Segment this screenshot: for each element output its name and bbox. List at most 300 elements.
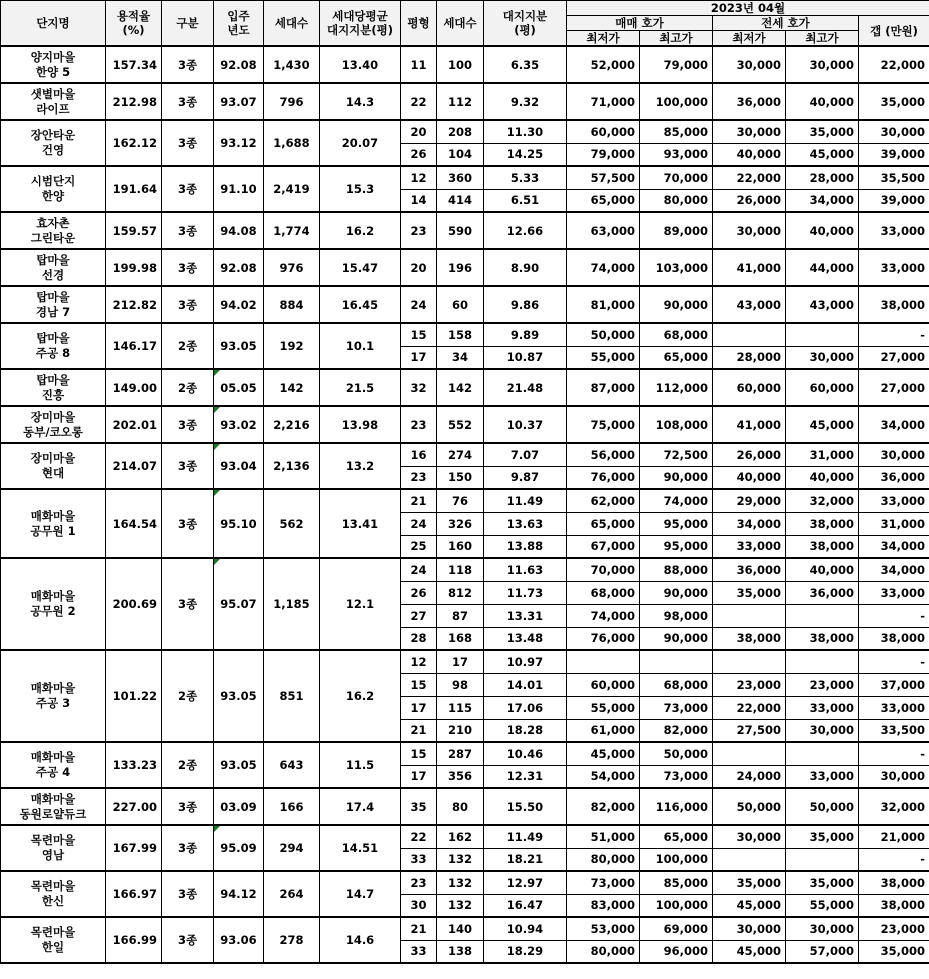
unit-households: 142 [437,369,484,406]
floor-area-ratio: 149.00 [106,369,162,406]
gap: 22,000 [859,46,929,83]
unit-households: 80 [437,788,484,825]
gap: 35,000 [859,940,929,963]
land-share: 10.97 [484,650,567,673]
avg-land-share: 14.6 [320,917,401,963]
gap: - [859,323,929,346]
sale-max: 65,000 [640,825,713,848]
sale-min: 54,000 [567,765,640,788]
unit-households: 160 [437,535,484,558]
jeonse-max [786,323,859,346]
gap: 38,000 [859,286,929,323]
move-in-year: 94.08 [214,212,264,249]
land-share: 14.01 [484,673,567,696]
pyeong: 25 [401,535,437,558]
header-land-share: 대지지분 (평) [484,1,567,47]
sale-max: 116,000 [640,788,713,825]
jeonse-max: 30,000 [786,46,859,83]
table-header [1,1,929,47]
header-sale-max: 최고가 [640,31,713,47]
avg-land-share: 12.1 [320,558,401,650]
jeonse-min: 22,000 [713,696,786,719]
jeonse-max: 44,000 [786,249,859,286]
gap: 30,000 [859,120,929,143]
sale-min: 60,000 [567,673,640,696]
land-share: 12.97 [484,871,567,894]
gap: 33,000 [859,696,929,719]
jeonse-min: 41,000 [713,249,786,286]
floor-area-ratio: 227.00 [106,788,162,825]
header-period: 2023년 04월 [567,1,929,16]
jeonse-min: 60,000 [713,369,786,406]
table-row [1,871,929,894]
jeonse-max: 60,000 [786,369,859,406]
pyeong: 15 [401,673,437,696]
zone-type: 3종 [162,120,214,166]
floor-area-ratio: 212.98 [106,83,162,120]
land-share: 8.90 [484,249,567,286]
sale-min: 75,000 [567,406,640,443]
sale-max: 96,000 [640,940,713,963]
unit-households: 287 [437,742,484,765]
jeonse-max: 40,000 [786,83,859,120]
gap: 27,000 [859,346,929,369]
jeonse-min: 27,500 [713,719,786,742]
unit-households: 150 [437,466,484,489]
jeonse-max: 30,000 [786,719,859,742]
pyeong: 23 [401,466,437,489]
gap: 33,000 [859,212,929,249]
pyeong: 17 [401,346,437,369]
sale-min: 45,000 [567,742,640,765]
jeonse-min: 40,000 [713,466,786,489]
gap: 37,000 [859,673,929,696]
sale-min: 62,000 [567,489,640,512]
total-households: 796 [264,83,320,120]
sale-max: 79,000 [640,46,713,83]
land-share: 10.94 [484,917,567,940]
sale-min: 65,000 [567,512,640,535]
jeonse-min: 36,000 [713,83,786,120]
sale-min: 51,000 [567,825,640,848]
jeonse-max [786,650,859,673]
unit-households: 115 [437,696,484,719]
unit-households: 168 [437,627,484,650]
header-year: 입주 년도 [214,1,264,47]
gap: 34,000 [859,558,929,581]
pyeong: 21 [401,917,437,940]
land-share: 11.73 [484,581,567,604]
sale-min: 53,000 [567,917,640,940]
move-in-year: 03.09 [214,788,264,825]
land-share: 13.48 [484,627,567,650]
move-in-year: 93.04 [214,443,264,489]
avg-land-share: 17.4 [320,788,401,825]
floor-area-ratio: 157.34 [106,46,162,83]
move-in-year: 93.05 [214,650,264,742]
unit-households: 140 [437,917,484,940]
total-households: 192 [264,323,320,369]
complex-name: 탑마을 경남 7 [1,286,106,323]
jeonse-min: 35,000 [713,871,786,894]
unit-households: 34 [437,346,484,369]
jeonse-min [713,323,786,346]
table-row [1,46,929,83]
gap: 31,000 [859,512,929,535]
sale-max: 90,000 [640,286,713,323]
floor-area-ratio: 199.98 [106,249,162,286]
sale-min: 55,000 [567,696,640,719]
unit-households: 274 [437,443,484,466]
unit-households: 210 [437,719,484,742]
sale-min: 79,000 [567,143,640,166]
land-share: 9.89 [484,323,567,346]
sale-max: 73,000 [640,696,713,719]
complex-name: 탑마을 선경 [1,249,106,286]
avg-land-share: 14.7 [320,871,401,917]
sale-max: 108,000 [640,406,713,443]
sale-max: 70,000 [640,166,713,189]
table-row [1,443,929,466]
unit-households: 326 [437,512,484,535]
gap: 35,500 [859,166,929,189]
gap: 33,000 [859,581,929,604]
unit-households: 590 [437,212,484,249]
pyeong: 33 [401,848,437,871]
pyeong: 35 [401,788,437,825]
jeonse-max: 50,000 [786,788,859,825]
zone-type: 3종 [162,825,214,871]
floor-area-ratio: 214.07 [106,443,162,489]
table-row [1,917,929,940]
sale-min: 57,500 [567,166,640,189]
jeonse-min: 30,000 [713,825,786,848]
move-in-year: 93.12 [214,120,264,166]
avg-land-share: 13.98 [320,406,401,443]
sale-max: 69,000 [640,917,713,940]
jeonse-max: 38,000 [786,535,859,558]
jeonse-max: 43,000 [786,286,859,323]
land-share: 17.06 [484,696,567,719]
land-share: 7.07 [484,443,567,466]
jeonse-min: 24,000 [713,765,786,788]
gap: 21,000 [859,825,929,848]
unit-households: 118 [437,558,484,581]
pyeong: 21 [401,489,437,512]
unit-households: 87 [437,604,484,627]
sale-min: 55,000 [567,346,640,369]
sale-min: 65,000 [567,189,640,212]
header-far: 용적율 (%) [106,1,162,47]
table-row [1,212,929,249]
jeonse-min [713,604,786,627]
move-in-year: 93.05 [214,323,264,369]
move-in-year: 94.02 [214,286,264,323]
jeonse-min: 50,000 [713,788,786,825]
table-row [1,489,929,512]
sale-max: 85,000 [640,120,713,143]
unit-households: 138 [437,940,484,963]
sale-max: 73,000 [640,765,713,788]
gap: 23,000 [859,917,929,940]
avg-land-share: 14.51 [320,825,401,871]
pyeong: 22 [401,83,437,120]
complex-name: 효자촌 그린타운 [1,212,106,249]
complex-name: 매화마을 주공 4 [1,742,106,788]
zone-type: 2종 [162,742,214,788]
jeonse-max: 23,000 [786,673,859,696]
gap: 34,000 [859,406,929,443]
zone-type: 3종 [162,917,214,963]
land-share: 10.87 [484,346,567,369]
land-share: 9.87 [484,466,567,489]
sale-max: 74,000 [640,489,713,512]
complex-name: 장미마을 현대 [1,443,106,489]
land-share: 12.31 [484,765,567,788]
jeonse-min: 30,000 [713,46,786,83]
jeonse-max: 38,000 [786,627,859,650]
floor-area-ratio: 146.17 [106,323,162,369]
avg-land-share: 11.5 [320,742,401,788]
jeonse-min: 45,000 [713,894,786,917]
land-share: 14.25 [484,143,567,166]
avg-land-share: 16.2 [320,650,401,742]
jeonse-min: 33,000 [713,535,786,558]
move-in-year: 94.12 [214,871,264,917]
jeonse-max: 45,000 [786,143,859,166]
pyeong: 24 [401,286,437,323]
sale-max: 90,000 [640,627,713,650]
floor-area-ratio: 167.99 [106,825,162,871]
jeonse-min [713,848,786,871]
pyeong: 20 [401,120,437,143]
zone-type: 3종 [162,558,214,650]
pyeong: 23 [401,406,437,443]
sale-min: 76,000 [567,627,640,650]
pyeong: 27 [401,604,437,627]
table-row [1,558,929,581]
unit-households: 132 [437,871,484,894]
table-row [1,825,929,848]
jeonse-max: 33,000 [786,696,859,719]
header-avg-land: 세대당평균 대지지분(평) [320,1,401,47]
sale-max: 88,000 [640,558,713,581]
jeonse-min: 22,000 [713,166,786,189]
pyeong: 33 [401,940,437,963]
move-in-year: 92.08 [214,249,264,286]
land-share: 11.30 [484,120,567,143]
unit-households: 196 [437,249,484,286]
land-share: 12.66 [484,212,567,249]
header-jeonse: 전세 호가 [713,16,859,31]
jeonse-min: 34,000 [713,512,786,535]
pyeong: 21 [401,719,437,742]
move-in-year: 93.06 [214,917,264,963]
move-in-year: 95.09 [214,825,264,871]
avg-land-share: 15.3 [320,166,401,212]
avg-land-share: 15.47 [320,249,401,286]
floor-area-ratio: 212.82 [106,286,162,323]
sale-min: 71,000 [567,83,640,120]
table-row [1,120,929,143]
pyeong: 20 [401,249,437,286]
header-sale: 매매 호가 [567,16,713,31]
zone-type: 3종 [162,83,214,120]
jeonse-max: 40,000 [786,212,859,249]
zone-type: 3종 [162,788,214,825]
gap: 38,000 [859,627,929,650]
header-gap: 갭 (만원) [859,16,929,47]
avg-land-share: 13.41 [320,489,401,558]
land-share: 11.49 [484,825,567,848]
unit-households: 360 [437,166,484,189]
land-share: 18.28 [484,719,567,742]
unit-households: 100 [437,46,484,83]
jeonse-min: 41,000 [713,406,786,443]
complex-name: 양지마을 한양 5 [1,46,106,83]
total-households: 851 [264,650,320,742]
sale-min: 83,000 [567,894,640,917]
zone-type: 3종 [162,212,214,249]
complex-name: 탑마을 주공 8 [1,323,106,369]
sale-max [640,650,713,673]
total-households: 264 [264,871,320,917]
land-share: 13.63 [484,512,567,535]
zone-type: 3종 [162,489,214,558]
header-jeonse-max: 최고가 [786,31,859,47]
land-share: 21.48 [484,369,567,406]
total-households: 2,419 [264,166,320,212]
sale-min: 70,000 [567,558,640,581]
zone-type: 3종 [162,443,214,489]
jeonse-max: 32,000 [786,489,859,512]
zone-type: 2종 [162,369,214,406]
pyeong: 26 [401,143,437,166]
unit-households: 162 [437,825,484,848]
land-share: 18.29 [484,940,567,963]
table-row [1,286,929,323]
sale-max: 90,000 [640,466,713,489]
gap: 36,000 [859,466,929,489]
unit-households: 552 [437,406,484,443]
zone-type: 2종 [162,650,214,742]
pyeong: 15 [401,323,437,346]
jeonse-max [786,848,859,871]
pyeong: 12 [401,650,437,673]
total-households: 2,216 [264,406,320,443]
sale-max: 93,000 [640,143,713,166]
unit-households: 104 [437,143,484,166]
jeonse-max: 33,000 [786,765,859,788]
sale-min: 80,000 [567,848,640,871]
jeonse-max: 35,000 [786,120,859,143]
jeonse-max: 36,000 [786,581,859,604]
avg-land-share: 13.2 [320,443,401,489]
table-row [1,369,929,406]
sale-max: 50,000 [640,742,713,765]
unit-households: 132 [437,894,484,917]
jeonse-min: 36,000 [713,558,786,581]
zone-type: 3종 [162,249,214,286]
total-households: 562 [264,489,320,558]
jeonse-max: 57,000 [786,940,859,963]
jeonse-max [786,742,859,765]
pyeong: 23 [401,871,437,894]
total-households: 1,688 [264,120,320,166]
jeonse-max: 55,000 [786,894,859,917]
land-share: 13.31 [484,604,567,627]
jeonse-max: 38,000 [786,512,859,535]
pyeong: 32 [401,369,437,406]
jeonse-min: 26,000 [713,443,786,466]
jeonse-min: 30,000 [713,120,786,143]
jeonse-min: 30,000 [713,212,786,249]
zone-type: 2종 [162,323,214,369]
land-share: 9.86 [484,286,567,323]
sale-max: 68,000 [640,673,713,696]
zone-type: 3종 [162,406,214,443]
sale-max: 68,000 [640,323,713,346]
unit-households: 414 [437,189,484,212]
pyeong: 12 [401,166,437,189]
unit-households: 356 [437,765,484,788]
floor-area-ratio: 200.69 [106,558,162,650]
pyeong: 23 [401,212,437,249]
total-households: 166 [264,788,320,825]
table-row [1,650,929,673]
sale-min: 80,000 [567,940,640,963]
jeonse-max: 28,000 [786,166,859,189]
pyeong: 14 [401,189,437,212]
jeonse-max: 31,000 [786,443,859,466]
land-share: 6.35 [484,46,567,83]
gap: 30,000 [859,443,929,466]
complex-name: 목련마을 한신 [1,871,106,917]
complex-name: 목련마을 영남 [1,825,106,871]
jeonse-min [713,742,786,765]
header-jeonse-min: 최저가 [713,31,786,47]
move-in-year: 95.10 [214,489,264,558]
avg-land-share: 16.2 [320,212,401,249]
jeonse-min: 40,000 [713,143,786,166]
land-share: 11.49 [484,489,567,512]
sale-max: 95,000 [640,535,713,558]
table-row [1,323,929,346]
pyeong: 15 [401,742,437,765]
avg-land-share: 14.3 [320,83,401,120]
jeonse-min: 23,000 [713,673,786,696]
total-households: 884 [264,286,320,323]
table-row [1,83,929,120]
total-households: 2,136 [264,443,320,489]
floor-area-ratio: 202.01 [106,406,162,443]
sale-max: 65,000 [640,346,713,369]
jeonse-min: 26,000 [713,189,786,212]
sale-min: 67,000 [567,535,640,558]
floor-area-ratio: 162.12 [106,120,162,166]
jeonse-max: 30,000 [786,917,859,940]
sale-min: 52,000 [567,46,640,83]
sale-min: 61,000 [567,719,640,742]
sale-min: 76,000 [567,466,640,489]
pyeong: 17 [401,765,437,788]
unit-households: 158 [437,323,484,346]
floor-area-ratio: 166.99 [106,917,162,963]
gap: 32,000 [859,788,929,825]
move-in-year: 93.07 [214,83,264,120]
sale-max: 95,000 [640,512,713,535]
header-unit-households: 세대수 [437,1,484,47]
